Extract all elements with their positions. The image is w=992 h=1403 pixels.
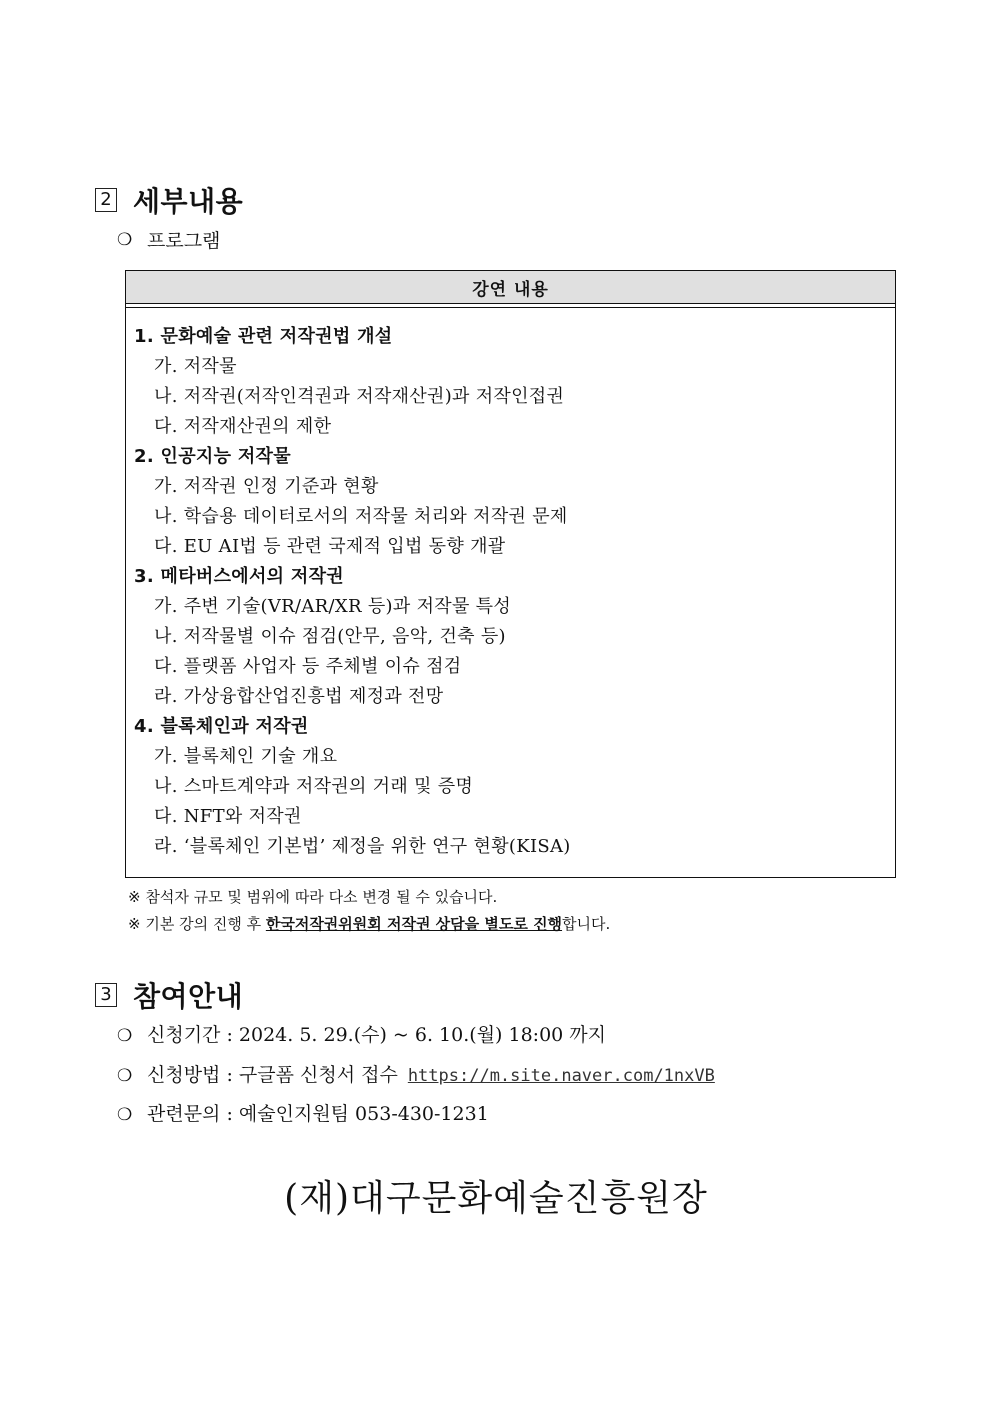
lecture-subtopic: 나. 저작물별 이슈 점검(안무, 음악, 건축 등) bbox=[154, 626, 506, 647]
lecture-subtopic: 다. NFT와 저작권 bbox=[154, 806, 302, 827]
lecture-subtopic: 나. 저작권(저작인격권과 저작재산권)과 저작인접권 bbox=[154, 386, 565, 407]
lecture-topic: 3. 메타버스에서의 저작권 bbox=[134, 566, 344, 587]
info-method-line bbox=[117, 1060, 715, 1087]
lecture-subtopic: 나. 스마트계약과 저작권의 거래 및 증명 bbox=[154, 776, 474, 797]
lecture-subtopic: 라. ‘블록체인 기본법’ 제정을 위한 연구 현황(KISA) bbox=[154, 836, 571, 857]
lecture-topic: 4. 블록체인과 저작권 bbox=[134, 716, 309, 737]
circle-bullet-icon: ❍ bbox=[117, 1066, 133, 1086]
issuer-title: (재)대구문화예술진흥원장 bbox=[284, 1178, 708, 1219]
program-line bbox=[117, 226, 220, 253]
lecture-subtopic: 라. 가상융합산업진흥법 제정과 전망 bbox=[154, 686, 444, 707]
section-title: 참여안내 bbox=[133, 980, 244, 1013]
info-contact-line bbox=[117, 1099, 489, 1126]
lecture-subtopic: 가. 저작권 인정 기준과 현황 bbox=[154, 476, 379, 497]
section-number-box: 3 bbox=[95, 983, 117, 1007]
lecture-subtopic: 가. 저작물 bbox=[154, 356, 237, 377]
lecture-subtopic: 가. 주변 기술(VR/AR/XR 등)과 저작물 특성 bbox=[154, 596, 512, 617]
lecture-subtopic: 다. 저작재산권의 제한 bbox=[154, 416, 332, 437]
info-contact: 관련문의 : 예술인지원팀 053-430-1231 bbox=[147, 1103, 489, 1125]
circle-bullet-icon: ❍ bbox=[117, 1105, 133, 1125]
lecture-subtopic: 다. 플랫폼 사업자 등 주체별 이슈 점검 bbox=[154, 656, 462, 677]
program-label: 프로그램 bbox=[147, 230, 221, 252]
info-period-line bbox=[117, 1020, 606, 1047]
circle-bullet-icon: ❍ bbox=[117, 229, 133, 250]
circle-bullet-icon: ❍ bbox=[117, 1026, 133, 1046]
lecture-subtopic: 다. EU AI법 등 관련 국제적 입법 동향 개괄 bbox=[154, 536, 506, 557]
lecture-topic: 1. 문화예술 관련 저작권법 개설 bbox=[134, 326, 393, 347]
note-2-suffix: 합니다. bbox=[562, 915, 611, 933]
section-number-box: 2 bbox=[95, 188, 117, 212]
note-2 bbox=[128, 913, 610, 934]
table-header: 강연 내용 bbox=[126, 271, 895, 304]
section-3-header bbox=[95, 975, 243, 1015]
lecture-topic: 2. 인공지능 저작물 bbox=[134, 446, 291, 467]
application-form-link[interactable]: https://m.site.naver.com/1nxVB bbox=[407, 1066, 715, 1086]
info-period: 신청기간 : 2024. 5. 29.(수) ~ 6. 10.(월) 18:00 까지 bbox=[147, 1024, 606, 1046]
program-table bbox=[125, 270, 896, 878]
lecture-subtopic: 나. 학습용 데이터로서의 저작물 처리와 저작권 문제 bbox=[154, 506, 568, 527]
section-title: 세부내용 bbox=[133, 185, 244, 218]
lecture-subtopic: 가. 블록체인 기술 개요 bbox=[154, 746, 338, 767]
section-2-header bbox=[95, 180, 243, 220]
note-2-prefix: ※ 기본 강의 진행 후 bbox=[128, 915, 266, 933]
table-body bbox=[126, 308, 895, 862]
note-1: ※ 참석자 규모 및 범위에 따라 다소 변경 될 수 있습니다. bbox=[128, 888, 498, 906]
note-2-emphasis: 한국저작권위원회 저작권 상담을 별도로 진행 bbox=[265, 915, 563, 933]
info-method: 신청방법 : 구글폼 신청서 접수 bbox=[147, 1064, 398, 1086]
